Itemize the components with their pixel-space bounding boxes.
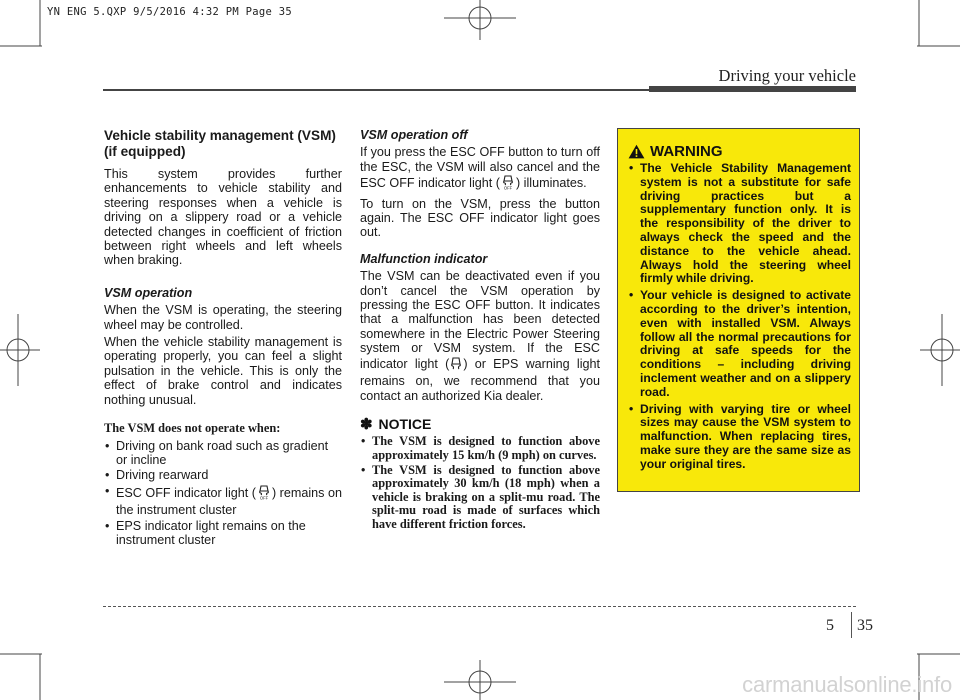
list-item: • Driving on bank road such as gradient or incline [104,439,342,468]
svg-text:OFF: OFF [503,185,513,191]
notice-list [360,435,600,531]
warning-heading [628,143,851,160]
list-item: • Your vehicle is designed to activate according to the driver’s intention, even with installed VSM. Always follow all the normal precautions for driving at safe speeds for the conditions – including driving inclement weather and on a slippery road. [628,289,851,399]
warning-title: WARNING [650,143,723,160]
print-slug: YN ENG 5.QXP 9/5/2016 4:32 PM Page 35 [47,6,292,18]
malfunction-paragraph [360,269,600,403]
vsm-off-heading: VSM operation off [360,128,468,142]
middle-column [360,128,600,532]
watermark: carmanualsonline.info [742,672,952,697]
list-item [104,484,342,518]
list-item: • Driving rearward [104,468,342,482]
running-head: Driving your vehicle [718,66,856,85]
list-item: • Driving with varying tire or wheel sizes may cause the VSM system to malfunction. When replacing tires, make sure they are the same size as your original tires. [628,403,851,472]
paragraph-text: The VSM can be deactivated even if you don’t cancel the VSM operation by pressing the ESC OFF button. It indicates that a malfunction has been detected somewhere in the Electric Power Steering system or VSM system. If the ESC indicator light ( [360,269,600,371]
list-item-text: ESC OFF indicator light ( [116,485,256,500]
section-heading: Vehicle stability management (VSM) (if equipped) [104,128,336,159]
esc-off-indicator-icon [257,484,271,503]
warning-box [617,128,860,492]
paragraph-text: ) or EPS warning light remains on, we recommend that you contact an authorized Kia dealer. [360,356,601,403]
paragraph-text: If you press the ESC OFF button to turn off the ESC, the VSM will also cancel and the ESC OFF indicator light ( [360,145,600,191]
vsm-off-paragraph-1 [360,145,600,193]
warning-triangle-icon [628,144,645,159]
warning-list [628,162,851,472]
notice-heading [360,417,600,432]
intro-paragraph: This system provides further enhancements to vehicle stability and steering responses when a vehicle is driving on a slippery road or a vehicle detected changes in coefficient of friction between right wheels and left wheels when braking. [104,167,342,268]
chapter-number: 5 [826,617,834,634]
list-item-text: ) remains on the instrument cluster [116,485,342,518]
list-item: • The VSM is designed to function above approximately 30 km/h (18 mph) when a vehicle is braking on a split-mu road. The split-mu road is made of surfaces which have different friction forces. [360,464,600,532]
paragraph-text: ) illuminates. [515,176,587,191]
svg-text:OFF: OFF [259,495,269,500]
list-item: • EPS indicator light remains on the instrument cluster [104,519,342,548]
notice-title: NOTICE [378,415,432,432]
not-operate-list [104,439,342,548]
page-number: 35 [857,617,873,634]
vsm-operation-paragraph-2: When the vehicle stability management is operating properly, you can feel a slight pulsation in the vehicle. This is only the effect of brake control and indicates nothing unusual. [104,335,342,407]
malfunction-heading: Malfunction indicator [360,251,488,266]
footer-rule [103,606,856,607]
list-item: • The VSM is designed to function above approximately 15 km/h (9 mph) on curves. [360,435,600,462]
not-operate-heading: The VSM does not operate when: [104,421,281,436]
vsm-operation-paragraph-1: When the VSM is operating, the steering wheel may be controlled. [104,303,342,332]
vsm-off-paragraph-2: To turn on the VSM, press the button again. The ESC OFF indicator light goes out. [360,196,600,240]
list-item: • The Vehicle Stability Management system is not a substitute for safe driving practices but a supplementary function only. It is the responsibility of the driver to always check the speed and the distance to the vehicle ahead. Always hold the steering wheel firmly while driving. [628,162,851,286]
esc-off-indicator-icon [501,174,515,193]
folio-separator [851,612,852,638]
left-column [104,128,342,548]
vsm-operation-heading: VSM operation [104,285,193,300]
notice-star-icon: ✽ [360,415,373,433]
header-rule [103,89,649,91]
esc-indicator-icon [450,356,462,374]
header-rule-bar [649,86,856,92]
